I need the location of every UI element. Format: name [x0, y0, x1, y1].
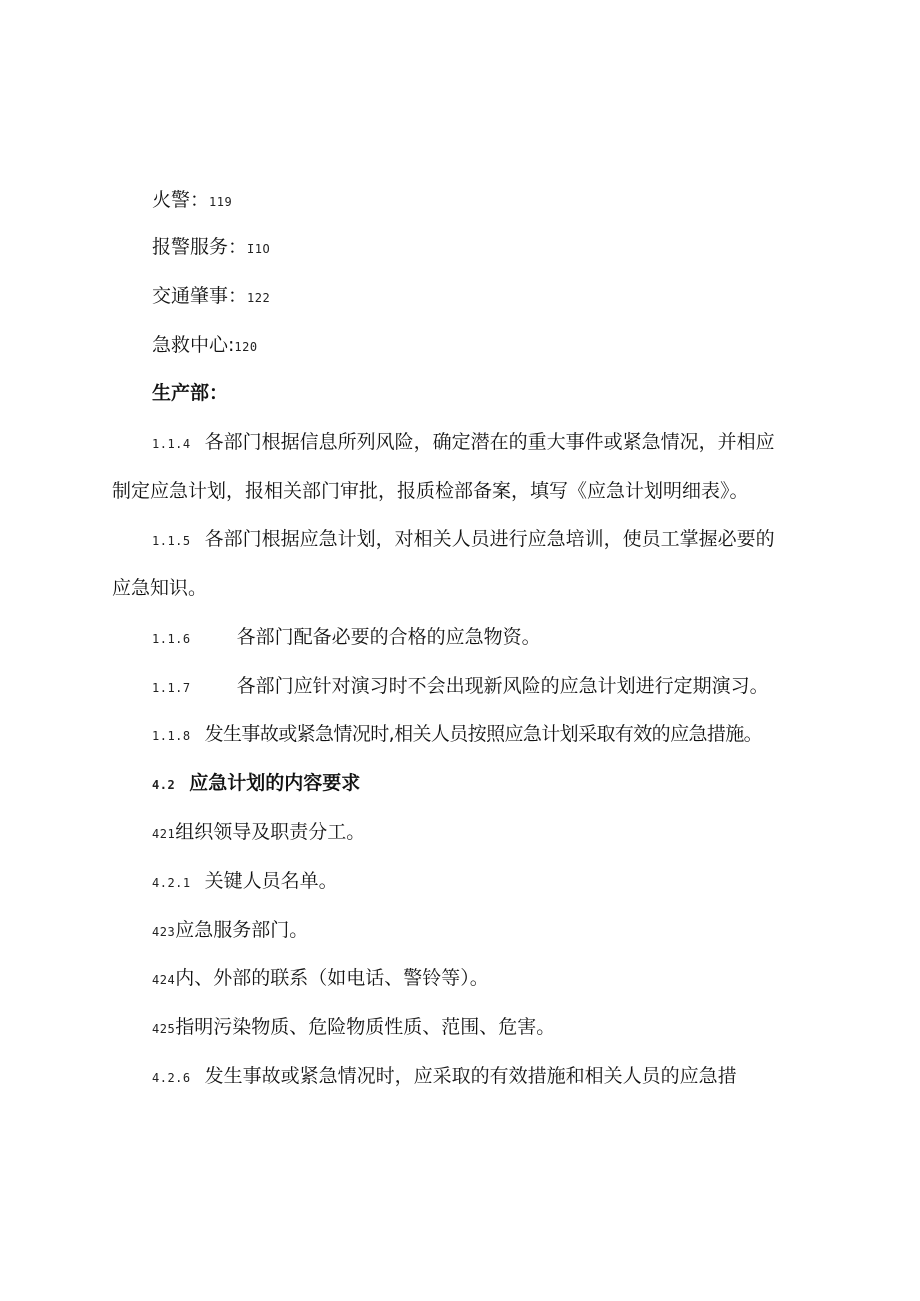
- sub-item-425: [152, 1015, 555, 1041]
- item-text: 各部门根据应急计划，对相关人员进行应急培训，使员工掌握必要的: [204, 528, 775, 550]
- contact-number: 119: [209, 195, 233, 209]
- item-number: 1.1.6: [152, 632, 191, 646]
- sub-item-text: 指明污染物质、危险物质性质、范围、危害。: [175, 1016, 556, 1038]
- item-text: 各部门根据信息所列风险，确定潜在的重大事件或紧急情况，并相应: [204, 431, 775, 453]
- item-text: 各部门配备必要的合格的应急物资。: [236, 626, 541, 648]
- sub-item-text: 发生事故或紧急情况时，应采取的有效措施和相关人员的应急措: [204, 1065, 737, 1087]
- contact-number: I1O: [247, 242, 271, 256]
- item-text: 发生事故或紧急情况时,相关人员按照应急计划采取有效的应急措施。: [204, 723, 763, 745]
- item-number: 1.1.8: [152, 729, 191, 743]
- contact-number: 122: [247, 291, 271, 305]
- sub-item-4-2-1: [152, 869, 338, 895]
- contact-ambulance: [152, 333, 258, 359]
- item-1-1-6: [152, 625, 541, 651]
- sub-item-number: 4.2.6: [152, 1071, 191, 1085]
- item-number: 1.1.5: [152, 534, 191, 548]
- production-heading: 生产部：: [152, 382, 229, 404]
- sub-item-421: [152, 820, 365, 846]
- contact-police: [152, 235, 270, 261]
- sub-item-423: [152, 918, 308, 944]
- sub-item-text: 应急服务部门。: [175, 919, 309, 941]
- sub-item-number: 423: [152, 925, 176, 939]
- sub-item-text: 组织领导及职责分工。: [175, 821, 366, 843]
- item-number: 1.1.7: [152, 681, 191, 695]
- item-text: 各部门应针对演习时不会出现新风险的应急计划进行定期演习。: [236, 675, 769, 697]
- item-number: 1.1.4: [152, 437, 191, 451]
- contact-label: 火警：: [152, 189, 210, 211]
- contact-fire: [152, 188, 232, 214]
- item-1-1-4-cont: 制定应急计划，报相关部门审批，报质检部备案，填写《应急计划明细表》。: [112, 480, 749, 502]
- sub-item-number: 4.2.1: [152, 876, 191, 890]
- sub-item-number: 424: [152, 973, 176, 987]
- sub-item-4-2-6: [152, 1064, 737, 1090]
- item-1-1-4: [152, 430, 775, 456]
- section-title: 应急计划的内容要求: [189, 772, 361, 794]
- contact-label: 急救中心:: [152, 334, 235, 356]
- item-1-1-5-cont: 应急知识。: [112, 577, 208, 599]
- contact-label: 交通肇事：: [152, 285, 248, 307]
- sub-item-424: [152, 966, 489, 992]
- section-number: 4.2: [152, 778, 176, 792]
- sub-item-text: 关键人员名单。: [204, 870, 338, 892]
- section-heading: [152, 771, 360, 797]
- contact-label: 报警服务：: [152, 236, 248, 258]
- item-1-1-7: [152, 674, 769, 700]
- contact-number: 120: [234, 340, 258, 354]
- item-1-1-5: [152, 527, 775, 553]
- contact-traffic: [152, 284, 270, 310]
- sub-item-text: 内、外部的联系（如电话、警铃等）。: [175, 967, 489, 989]
- sub-item-number: 421: [152, 827, 176, 841]
- item-1-1-8: [152, 722, 762, 748]
- sub-item-number: 425: [152, 1022, 176, 1036]
